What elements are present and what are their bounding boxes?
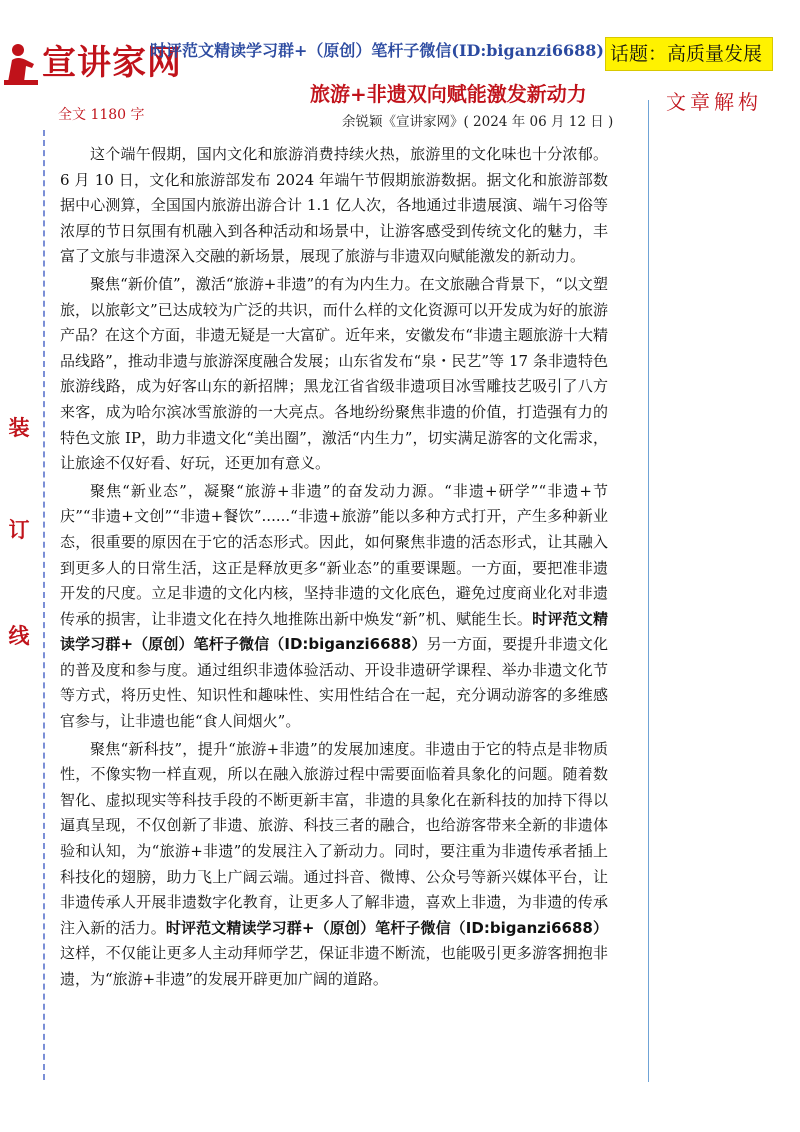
section-tag: 文章解构 — [666, 90, 762, 114]
paragraph-3 — [60, 479, 608, 735]
paragraph-text: 聚焦“新业态”，凝聚“旅游+非遗”的奋发动力源。“非遗+研学”“非遗+节庆”“非遗+文创”“非遗+餐饮”......“非遗+旅游”能以多种方式打开，产生多种新业态，很重要的原因在于它的活态形式。因此，如何聚焦非遗的活态形式，让其融入到更多人的日常生活，这正是释放更多“新业态”的重要课题。一方面，要把准非遗开发的尺度。立足非遗的文化内核，坚持非遗的文化底色，避免过度商业化对非遗传承的损害，让非遗文化在持久地推陈出新中焕发“新”机、赋能生长。 — [60, 481, 608, 628]
paragraph-text: 聚焦“新价值”，激活“旅游+非遗”的有为内生力。在文旅融合背景下，“以文塑旅，以旅彰文”已达成较为广泛的共识，而什么样的文化资源可以开发成为好的旅游产品？在这个方面，非遗无疑是一大富矿。近年来，安徽发布“非遗主题旅游十大精品线路”，推动非遗与旅游深度融合发展；山东省发布“泉・民艺”等 17 条非遗特色旅游线路，成为好客山东的新招牌；黑龙江省省级非遗项目冰雪雕技艺吸引了八方来客，成为哈尔滨冰雪旅游的一大亮点。各地纷纷聚焦非遗的价值，打造强有力的特色文旅 IP，助力非遗文化“美出圈”，激活“内生力”，切实满足游客的文化需求，让旅途不仅好看、好玩，还更加有意义。 — [60, 274, 608, 473]
watermark-text: 时评范文精读学习群+（原创）笔杆子微信（ID:biganzi6688） — [60, 609, 608, 654]
paragraph-text-continued: 这样，不仅能让更多人主动拜师学艺，保证非遗不断流，也能吸引更多游客拥抱非遗，为“旅游+非遗”的发展开辟更加广阔的道路。 — [60, 944, 608, 988]
speaker-figure-icon — [4, 42, 40, 86]
article-title: 旅游+非遗双向赋能激发新动力 — [310, 82, 587, 106]
binding-mark-2: 订 — [8, 517, 30, 542]
paragraph-text: 这个端午假期，国内文化和旅游消费持续火热，旅游里的文化味也十分浓郁。6 月 10 日，文化和旅游部发布 2024 年端午节假期旅游数据。据文化和旅游部数据中心测算，全国国内旅游出游合计 1.1 亿人次，各地通过非遗展演、端午习俗等浓厚的节日氛围有机融入到各种活动和场景中，让游客感受到传统文化的魅力，丰富了文旅与非遗深入交融的新场景，展现了旅游与非遗双向赋能激发的新动力。 — [60, 145, 608, 266]
paragraph-4 — [60, 737, 608, 993]
paragraph-text: 聚焦“新科技”，提升“旅游+非遗”的发展加速度。非遗由于它的特点是非物质性，不像实物一样直观，所以在融入旅游过程中需要面临着具象化的问题。随着数智化、虚拟现实等科技手段的不断更新丰富，非遗的具象化在新科技的加持下得以逼真呈现，不仅创新了非遗、旅游、科技三者的融合，也给游客带来全新的非遗体验和认知，为“旅游+非遗”的发展注入了新动力。同时，要注重为非遗传承者插上科技化的翅膀，助力飞上广阔云端。通过抖音、微博、公众号等新兴媒体平台，让非遗传承人开展非遗数字化教育，让更多人了解非遗，喜欢上非遗，为非遗的传承注入新的活力。 — [60, 739, 608, 937]
binding-dashed-rule — [43, 130, 45, 1080]
paragraph-text-continued: 另一方面，要提升非遗文化的普及度和参与度。通过组织非遗体验活动、开设非遗研学课程、举办非遗文化节等方式，将历史性、知识性和趣味性、实用性结合在一起，充分调动游客的多维感官参与，让非遗也能“食人间烟火”。 — [60, 635, 608, 731]
logo-text: 宣讲家网 — [42, 43, 182, 83]
paragraph-2 — [60, 272, 608, 477]
binding-mark-3: 线 — [8, 623, 30, 648]
binding-mark-1: 装 — [8, 415, 30, 440]
topic-label: 话题：高质量发展 — [605, 37, 773, 71]
word-count: 全文 1180 字 — [58, 107, 145, 123]
header-group-wechat-line: 时评范文精读学习群+（原创）笔杆子微信(ID:biganzi6688) — [150, 41, 604, 60]
watermark-text: 时评范文精读学习群+（原创）笔杆子微信（ID:biganzi6688） — [165, 918, 608, 937]
article-byline: 余锐颖《宣讲家网》( 2024 年 06 月 12 日 ) — [342, 114, 614, 130]
article-body — [60, 142, 608, 995]
right-column-rule — [648, 100, 649, 1082]
paragraph-1 — [60, 142, 608, 270]
